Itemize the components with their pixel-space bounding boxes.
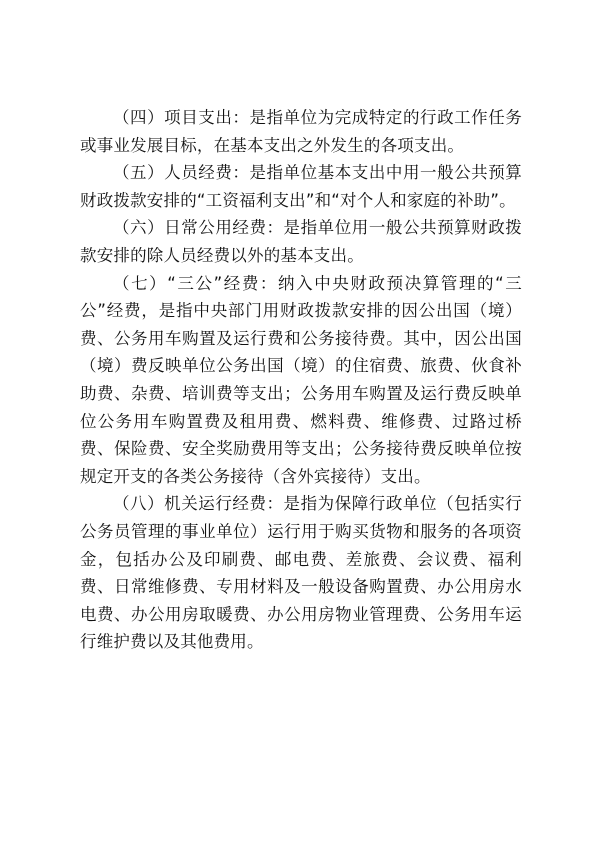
paragraph-daily-public-funds: （六）日常公用经费：是指单位用一般公共预算财政拨款安排的除人员经费以外的基本支出。	[80, 218, 522, 265]
paragraph-agency-operating-funds: （八）机关运行经费：是指为保障行政单位（包括实行公务员管理的事业单位）运行用于购买货物和服务的各项资金，包括办公及印刷费、邮电费、差旅费、会议费、福利费、日常维修费、专用材料及一般设备购置费、办公用房水电费、办公用房取暖费、办公用房物业管理费、公务用车运行维护费以及其他费用。	[80, 494, 522, 652]
paragraph-personnel-funds: （五）人员经费：是指单位基本支出中用一般公共预算财政拨款安排的“工资福利支出”和“对个人和家庭的补助”。	[80, 163, 522, 210]
document-body	[80, 104, 522, 656]
paragraph-project-expenditure: （四）项目支出：是指单位为完成特定的行政工作任务或事业发展目标，在基本支出之外发生的各项支出。	[80, 108, 522, 155]
paragraph-three-public-funds: （七）“三公”经费：纳入中央财政预决算管理的“三公”经费，是指中央部门用财政拨款安排的因公出国（境）费、公务用车购置及运行费和公务接待费。其中，因公出国（境）费反映单位公务出国（境）的住宿费、旅费、伙食补助费、杂费、培训费等支出；公务用车购置及运行费反映单位公务用车购置费及租用费、燃料费、维修费、过路过桥费、保险费、安全奖励费用等支出；公务接待费反映单位按规定开支的各类公务接待（含外宾接待）支出。	[80, 273, 522, 486]
